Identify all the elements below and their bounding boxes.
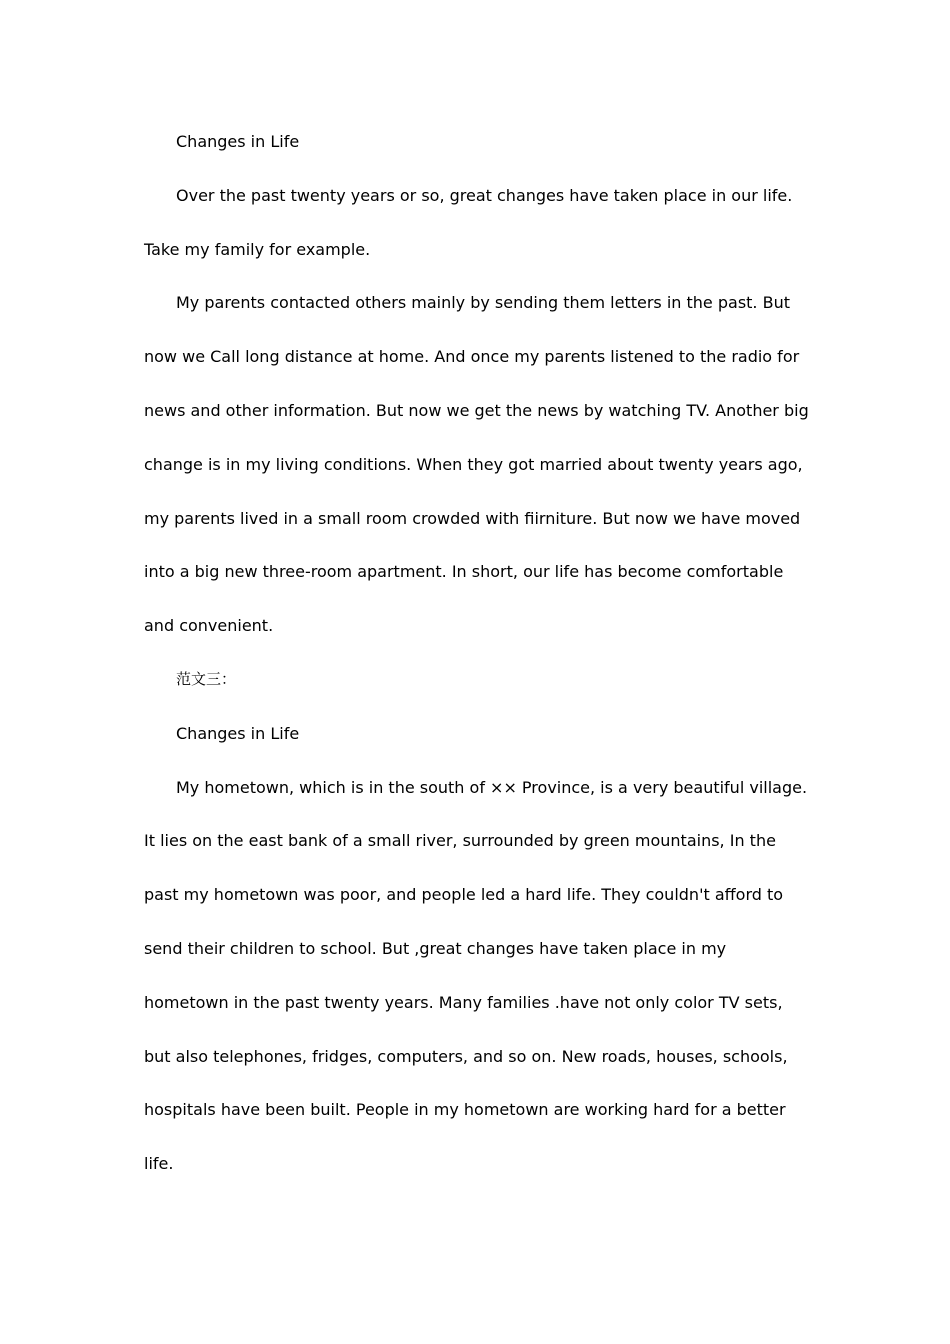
body-paragraph: My hometown, which is in the south of ×× Province, is a very beautiful village. It lies on the east bank of a small river, surrounded by green mountains, In the past my hometown was poor, and people led a hard life. They couldn't afford to send their children to school. But ,great changes have taken place in my hometown in the past twenty years. Many families .have not only color TV sets, but also telephones, fridges, computers, and so on. New roads, houses, schools, hospitals have been built. People in my hometown are working hard for a better life. bbox=[144, 777, 808, 1174]
essay-title: Changes in Life bbox=[176, 132, 300, 151]
essay-title: Changes in Life bbox=[176, 723, 300, 743]
document-body bbox=[144, 115, 810, 1191]
body-paragraph: My parents contacted others mainly by sending them letters in the past. But now we Call long distance at home. And once my parents listened to the radio for news and other information. But now we get the news by watching TV. Another big change is in my living conditions. When they got married about twenty years ago, my parents lived in a small room crowded with fiirniture. But now we have moved into a big new three-room apartment. In short, our life has become comfortable and convenient. bbox=[144, 293, 809, 636]
body-paragraph: Over the past twenty years or so, great changes have taken place in our life. Take my family for example. bbox=[144, 185, 793, 259]
section-heading: 范文三： bbox=[176, 669, 237, 688]
